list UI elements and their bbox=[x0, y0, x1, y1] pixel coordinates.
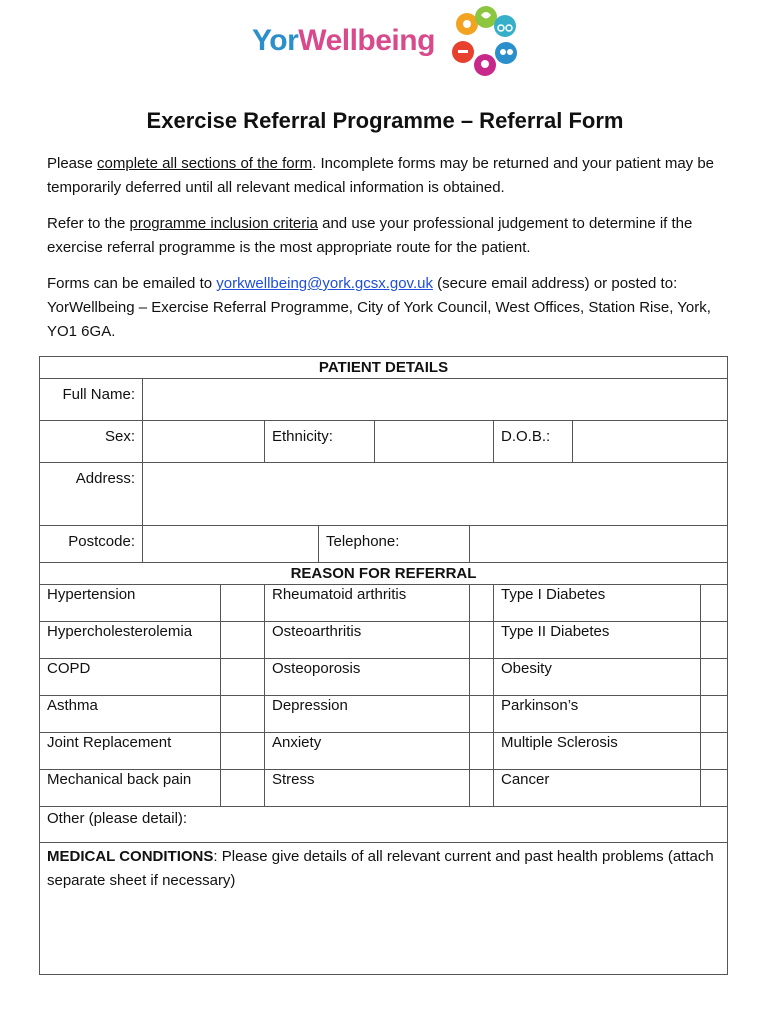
condition-label: Type I Diabetes bbox=[494, 585, 701, 622]
inclusion-criteria-link[interactable]: programme inclusion criteria bbox=[129, 215, 318, 232]
condition-label: Osteoporosis bbox=[265, 659, 470, 696]
logo-petals-icon bbox=[448, 6, 524, 80]
intro-paragraph-1: Please complete all sections of the form. Incomplete forms may be returned and your patient may be temporarily deferred until all relevant medical information is obtained. bbox=[47, 155, 715, 196]
condition-checkbox[interactable] bbox=[701, 733, 728, 770]
logo-wordmark: YorWellbeing bbox=[252, 24, 435, 57]
intro-paragraph-2: Refer to the programme inclusion criteria and use your professional judgement to determine if the exercise referral programme is the most appropriate route for the patient. bbox=[47, 215, 693, 256]
patient-details-header: PATIENT DETAILS bbox=[40, 357, 728, 379]
condition-checkbox[interactable] bbox=[701, 770, 728, 807]
medical-conditions-label: MEDICAL CONDITIONS bbox=[47, 848, 214, 865]
complete-all-sections-link: complete all sections of the form bbox=[97, 155, 313, 172]
condition-checkbox[interactable] bbox=[701, 622, 728, 659]
condition-label: Hypertension bbox=[40, 585, 221, 622]
condition-label: Multiple Sclerosis bbox=[494, 733, 701, 770]
postcode-field[interactable] bbox=[143, 526, 319, 563]
telephone-field[interactable] bbox=[470, 526, 728, 563]
dob-label: D.O.B.: bbox=[494, 421, 573, 463]
address-field[interactable] bbox=[143, 463, 728, 526]
condition-label: Anxiety bbox=[265, 733, 470, 770]
condition-checkbox[interactable] bbox=[470, 585, 494, 622]
condition-checkbox[interactable] bbox=[470, 659, 494, 696]
condition-checkbox[interactable] bbox=[470, 733, 494, 770]
referral-form-table bbox=[39, 356, 728, 975]
condition-checkbox[interactable] bbox=[701, 696, 728, 733]
condition-checkbox[interactable] bbox=[701, 659, 728, 696]
intro-paragraph-3: Forms can be emailed to yorkwellbeing@york.gcsx.gov.uk (secure email address) or posted to: YorWellbeing – Exercise Referral Programme, City of York Council, West Offices, Station Rise, York, YO1 6GA. bbox=[47, 275, 711, 340]
condition-label: Rheumatoid arthritis bbox=[265, 585, 470, 622]
address-label: Address: bbox=[40, 463, 143, 526]
condition-label: Mechanical back pain bbox=[40, 770, 221, 807]
condition-checkbox[interactable] bbox=[221, 585, 265, 622]
other-detail-field[interactable] bbox=[40, 807, 728, 843]
condition-checkbox[interactable] bbox=[470, 622, 494, 659]
full-name-label: Full Name: bbox=[40, 379, 143, 421]
postcode-label: Postcode: bbox=[40, 526, 143, 563]
condition-checkbox[interactable] bbox=[221, 733, 265, 770]
condition-label: Type II Diabetes bbox=[494, 622, 701, 659]
yorwellbeing-logo bbox=[252, 6, 524, 80]
condition-checkbox[interactable] bbox=[221, 622, 265, 659]
condition-label: Depression bbox=[265, 696, 470, 733]
dob-field[interactable] bbox=[573, 421, 728, 463]
telephone-label: Telephone: bbox=[319, 526, 470, 563]
medical-conditions-instructions: : Please give details of all relevant current and past health problems (attach separate sheet if necessary) bbox=[47, 848, 714, 889]
condition-checkbox[interactable] bbox=[221, 770, 265, 807]
ethnicity-field[interactable] bbox=[375, 421, 494, 463]
condition-label: Cancer bbox=[494, 770, 701, 807]
page-title: Exercise Referral Programme – Referral Form bbox=[146, 108, 624, 133]
medical-conditions-field[interactable] bbox=[40, 843, 728, 975]
condition-label: Joint Replacement bbox=[40, 733, 221, 770]
email-link[interactable]: yorkwellbeing@york.gcsx.gov.uk bbox=[216, 275, 433, 292]
condition-label: Parkinson’s bbox=[494, 696, 701, 733]
condition-label: Obesity bbox=[494, 659, 701, 696]
condition-checkbox[interactable] bbox=[221, 659, 265, 696]
condition-label: Hypercholesterolemia bbox=[40, 622, 221, 659]
condition-checkbox[interactable] bbox=[470, 696, 494, 733]
condition-label: Asthma bbox=[40, 696, 221, 733]
condition-label: COPD bbox=[40, 659, 221, 696]
full-name-field[interactable] bbox=[143, 379, 728, 421]
other-detail-label: Other (please detail): bbox=[47, 810, 188, 827]
reason-for-referral-header: REASON FOR REFERRAL bbox=[40, 563, 728, 585]
condition-checkbox[interactable] bbox=[470, 770, 494, 807]
sex-field[interactable] bbox=[143, 421, 265, 463]
condition-checkbox[interactable] bbox=[701, 585, 728, 622]
ethnicity-label: Ethnicity: bbox=[265, 421, 375, 463]
sex-label: Sex: bbox=[40, 421, 143, 463]
condition-checkbox[interactable] bbox=[221, 696, 265, 733]
condition-label: Osteoarthritis bbox=[265, 622, 470, 659]
condition-label: Stress bbox=[265, 770, 470, 807]
